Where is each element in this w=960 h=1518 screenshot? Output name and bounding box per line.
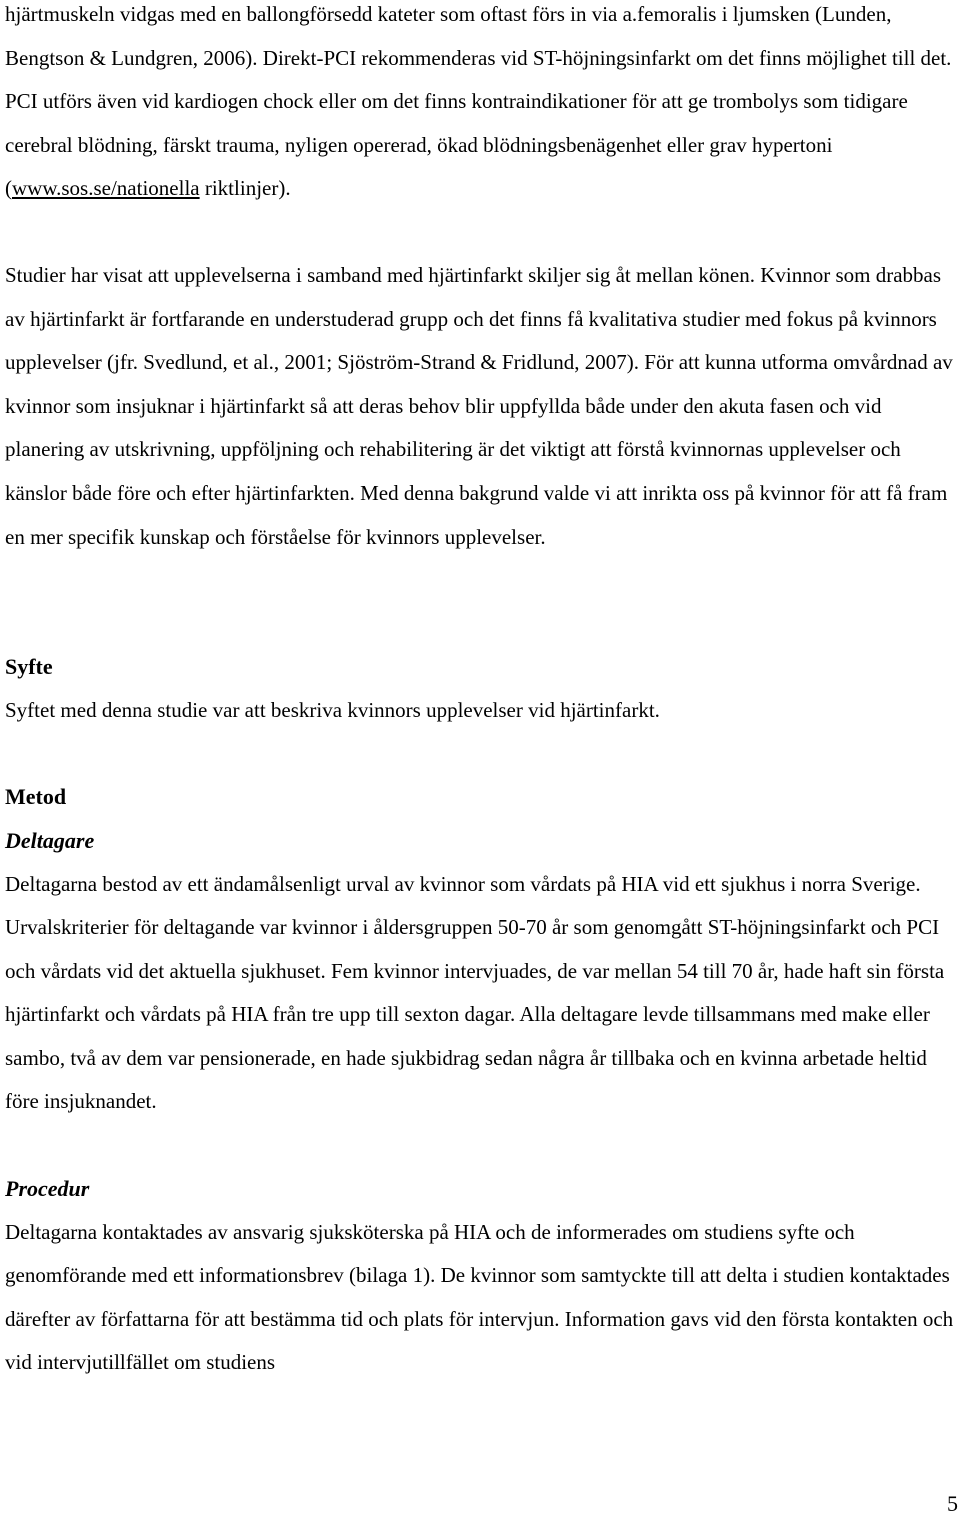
subheading-deltagare: Deltagare [5,827,95,853]
page-number: 5 [947,1491,958,1516]
heading-syfte: Syfte [5,654,53,680]
paragraph-gender-differences: Studier har visat att upplevelserna i samband med hjärtinfarkt skiljer sig åt mellan könen. Kvinnor som drabbas av hjärtinfarkt är fortfarande en understuderad grupp och det finns få kvalitativa studier med fokus på kvinnors upplevelser (jfr. Svedlund, et al., 2001; Sjöström-Strand & Fridlund, 2007). För att kunna utforma omvårdnad av kvinnor som insjuknar i hjärtinfarkt så att deras behov blir uppfyllda både under den akuta fasen och vid planering av utskrivning, uppföljning och rehabilitering är det viktigt att förstå kvinnornas upplevelser och känslor både före och efter hjärtinfarkten. Med denna bakgrund valde vi att inrikta oss på kvinnor för att få fram en mer specifik kunskap och förståelse för kvinnors upplevelser. [5,262,953,549]
subheading-procedur: Procedur [5,1176,90,1202]
reference-link[interactable]: www.sos.se/nationella [12,176,200,201]
paragraph-deltagare: Deltagarna bestod av ett ändamålsenligt urval av kvinnor som vårdats på HIA vid ett sjukhus i norra Sverige. Urvalskriterier för deltagande var kvinnor i åldersgruppen 50-70 år som genomgått ST-höjningsinfarkt och PCI och vårdats vid det aktuella sjukhuset. Fem kvinnor intervjuades, de var mellan 54 till 70 år, hade haft sin första hjärtinfarkt och vårdats på HIA från tre upp till sexton dagar. Alla deltagare levde tillsammans med make eller sambo, två av dem var pensionerade, en hade sjukbidrag sedan några år tillbaka och en kvinna arbetade heltid före insjuknandet. [5,871,945,1114]
paragraph-syfte: Syftet med denna studie var att beskriva kvinnors upplevelser vid hjärtinfarkt. [5,697,660,722]
document-page [5,0,960,1385]
paragraph-background-end: riktlinjer). [199,176,291,201]
section-spacer [5,559,960,645]
section-spacer [5,1124,960,1167]
heading-metod: Metod [5,784,67,810]
section-spacer [5,732,960,775]
paragraph-procedur: Deltagarna kontaktades av ansvarig sjuksköterska på HIA och de informerades om studiens syfte och genomförande med ett informationsbrev (bilaga 1). De kvinnor som samtyckte till att delta i studien kontaktades därefter av författarna för att bestämma tid och plats för intervjun. Information gavs vid den första kontakten och vid intervjutillfället om studiens [5,1219,954,1375]
paragraph-spacer [5,211,960,254]
paragraph-background-text: hjärtmuskeln vidgas med en ballongförsedd kateter som oftast förs in via a.femoralis i ljumsken (Lunden, Bengtson & Lundgren, 2006). Direkt-PCI rekommenderas vid ST-höjningsinfarkt om det finns möjlighet till det. PCI utförs även vid kardiogen chock eller om det finns kontraindikationer för att ge trombolys som tidigare cerebral blödning, färskt trauma, nyligen opererad, ökad blödningsbenägenhet eller grav hypertoni ( [5,2,952,201]
paragraph-background [5,0,960,211]
